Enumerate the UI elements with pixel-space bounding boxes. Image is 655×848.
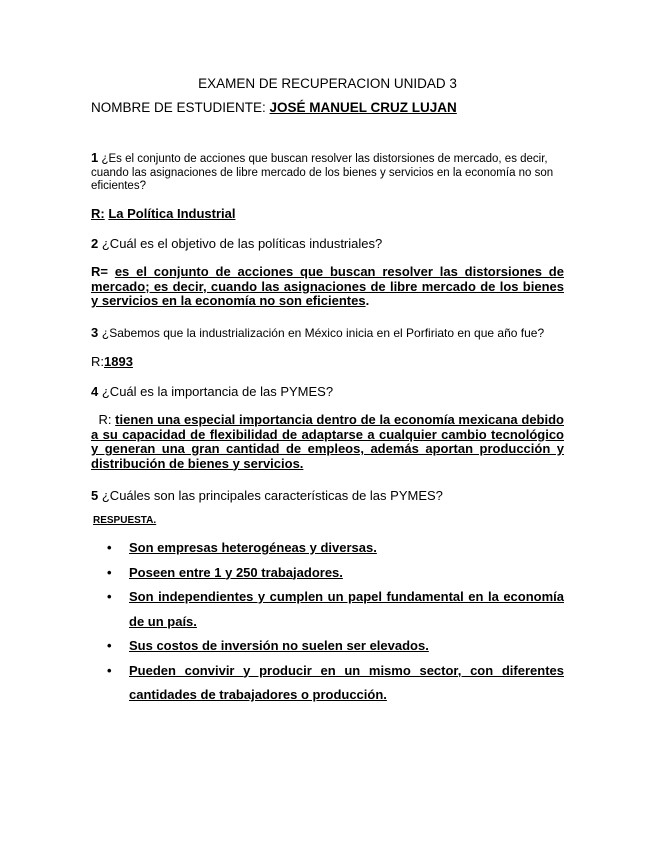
characteristics-list xyxy=(107,536,564,708)
answer-suffix: . xyxy=(365,293,370,308)
exam-title: EXAMEN DE RECUPERACION UNIDAD 3 xyxy=(198,76,457,91)
list-item-text: Sus costos de inversión no suelen ser elevados. xyxy=(129,638,429,653)
answer-text: tienen una especial importancia dentro de la economía mexicana debido a su capacidad de flexibilidad de adaptarse a cualquier cambio tecnológico y generan una gran cantidad de empleos, además aportan producción y distribución de bienes y servicios. xyxy=(91,412,564,471)
answer-prefix: R: xyxy=(98,412,112,427)
question-1 xyxy=(91,151,566,194)
question-text: ¿Cuál es la importancia de las PYMES? xyxy=(101,384,334,399)
question-number: 3 xyxy=(91,325,99,340)
bullet-icon: • xyxy=(107,662,112,678)
question-number: 2 xyxy=(91,236,99,251)
answer-text: La Política Industrial xyxy=(108,206,236,221)
question-text: ¿Cuál es el objetivo de las políticas industriales? xyxy=(101,236,383,251)
question-text: ¿Sabemos que la industrialización en México inicia en el Porfiriato en que año fue? xyxy=(101,326,545,340)
bullet-icon: • xyxy=(107,638,112,653)
question-3 xyxy=(91,325,544,340)
list-item xyxy=(107,536,564,561)
list-item xyxy=(107,561,564,586)
answer-4 xyxy=(91,413,564,471)
list-item-text: Son empresas heterogéneas y diversas. xyxy=(129,540,377,555)
list-item-text: Poseen entre 1 y 250 trabajadores. xyxy=(129,564,343,580)
bullet-icon: • xyxy=(107,564,112,580)
list-item xyxy=(107,659,564,708)
list-item-text: Son independientes y cumplen un papel fundamental en la economía de un país. xyxy=(129,589,564,629)
student-name: JOSÉ MANUEL CRUZ LUJAN xyxy=(269,100,457,115)
answer-text: 1893 xyxy=(104,354,133,369)
list-item xyxy=(107,634,564,659)
student-label: NOMBRE DE ESTUDIENTE: xyxy=(91,100,270,115)
bullet-icon: • xyxy=(107,589,112,604)
question-4 xyxy=(91,384,333,399)
question-number: 4 xyxy=(91,384,99,399)
question-text: ¿Es el conjunto de acciones que buscan resolver las distorsiones de mercado, es decir, cuando las asignaciones de libre mercado de los bienes y servicios en la economía no son eficientes? xyxy=(91,153,554,192)
answer-prefix: R: xyxy=(91,354,104,369)
answer-text: es el conjunto de acciones que buscan resolver las distorsiones de mercado; es decir, cuando las asignaciones de libre mercado de los bienes y servicios en la economía no son eficientes xyxy=(91,264,564,308)
question-number: 5 xyxy=(91,488,99,503)
list-item-text: Pueden convivir y producir en un mismo sector, con diferentes cantidades de trabajadores o producción. xyxy=(129,662,564,702)
student-line xyxy=(91,100,457,115)
answer-prefix: R: xyxy=(91,206,105,221)
question-number: 1 xyxy=(91,150,99,165)
answer-5-label: RESPUESTA. xyxy=(93,515,157,526)
bullet-icon: • xyxy=(107,540,112,555)
answer-prefix: R= xyxy=(91,264,108,279)
list-item xyxy=(107,585,564,634)
answer-2 xyxy=(91,265,564,309)
answer-3 xyxy=(91,354,133,369)
question-2 xyxy=(91,236,382,251)
question-text: ¿Cuáles son las principales características de las PYMES? xyxy=(101,488,443,503)
answer-1 xyxy=(91,206,235,221)
question-5 xyxy=(91,488,443,503)
